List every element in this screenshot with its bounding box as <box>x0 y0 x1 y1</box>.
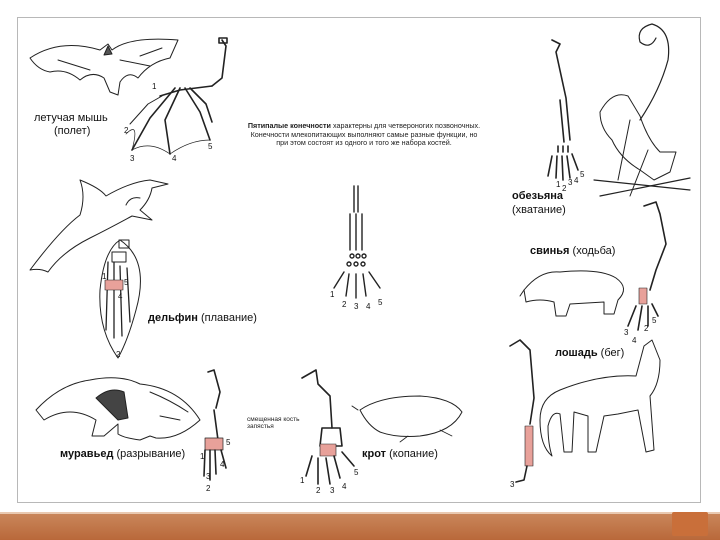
anteater-label: муравьед (разрывание) <box>60 448 186 460</box>
monkey-function-label: (хватание) <box>512 204 566 216</box>
horse-digit-3: 3 <box>510 480 515 489</box>
monkey-digit-3: 3 <box>568 178 573 187</box>
bat-digit-1: 1 <box>152 82 157 91</box>
bat-digit-2: 2 <box>124 126 129 135</box>
pig-digit-5: 5 <box>652 316 657 325</box>
dolphin-digit-4: 4 <box>118 292 123 301</box>
dolphin-label: дельфин (плавание) <box>148 312 257 324</box>
bat-digit-4: 4 <box>172 154 177 163</box>
monkey-digit-1: 1 <box>556 180 561 189</box>
bat-digit-3: 3 <box>130 154 135 163</box>
bat-digit-5: 5 <box>208 142 213 151</box>
monkey-label: обезьяна <box>512 190 564 202</box>
generic-digit-1: 1 <box>330 290 335 299</box>
anteater-digit-4: 4 <box>220 460 225 469</box>
mole-digit-1: 1 <box>300 476 305 485</box>
monkey-digit-4: 4 <box>574 176 579 185</box>
dolphin-digit-5: 5 <box>124 278 129 287</box>
mole-digit-2: 2 <box>316 486 321 495</box>
mole-wrist-note: смещенная кость запястья <box>247 416 300 431</box>
bat-function-label: (полет) <box>54 125 91 137</box>
dolphin-illustration <box>30 180 168 272</box>
dolphin-digit-1: 1 <box>102 272 107 281</box>
generic-digit-4: 4 <box>366 302 371 311</box>
anteater-digit-1: 1 <box>200 452 205 461</box>
pig-digit-4: 4 <box>632 336 637 345</box>
monkey-digit-5: 5 <box>580 170 585 179</box>
mole-illustration <box>352 396 462 442</box>
dolphin-digit-2: 2 <box>116 350 121 359</box>
pig-label: свинья (ходьба) <box>530 245 616 257</box>
monkey-forelimb-skeleton <box>548 40 578 180</box>
mole-digit-3: 3 <box>330 486 335 495</box>
pig-illustration <box>520 271 624 316</box>
generic-limb-diagram <box>334 186 380 298</box>
generic-digit-3: 3 <box>354 302 359 311</box>
pentadactyl-description: Пятипалые конечности характерны для четвероногих позвоночных. Конечности млекопитающих выполняют самые разные функции, но при этом состоят из одного и того же набора костей. <box>247 121 481 148</box>
generic-digit-5: 5 <box>378 298 383 307</box>
horse-label: лошадь (бег) <box>555 347 625 359</box>
anteater-illustration <box>36 378 200 440</box>
bat-label: летучая мышь <box>34 112 108 124</box>
pig-digit-2: 2 <box>644 324 649 333</box>
monkey-digit-2: 2 <box>562 184 567 193</box>
anteater-digit-5: 5 <box>226 438 231 447</box>
anteater-digit-2: 2 <box>206 484 211 493</box>
monkey-illustration <box>594 24 690 196</box>
mole-digit-4: 4 <box>342 482 347 491</box>
generic-digit-2: 2 <box>342 300 347 309</box>
mole-digit-5: 5 <box>354 468 359 477</box>
horse-hindlimb-skeleton <box>510 340 534 482</box>
pig-digit-3: 3 <box>624 328 629 337</box>
mole-forelimb-skeleton <box>302 370 354 484</box>
pig-hindlimb-skeleton <box>628 202 666 330</box>
anteater-digit-3: 3 <box>206 472 211 481</box>
footer-accent <box>672 512 708 536</box>
mole-label: крот (копание) <box>362 448 438 460</box>
footer-band <box>0 514 720 540</box>
